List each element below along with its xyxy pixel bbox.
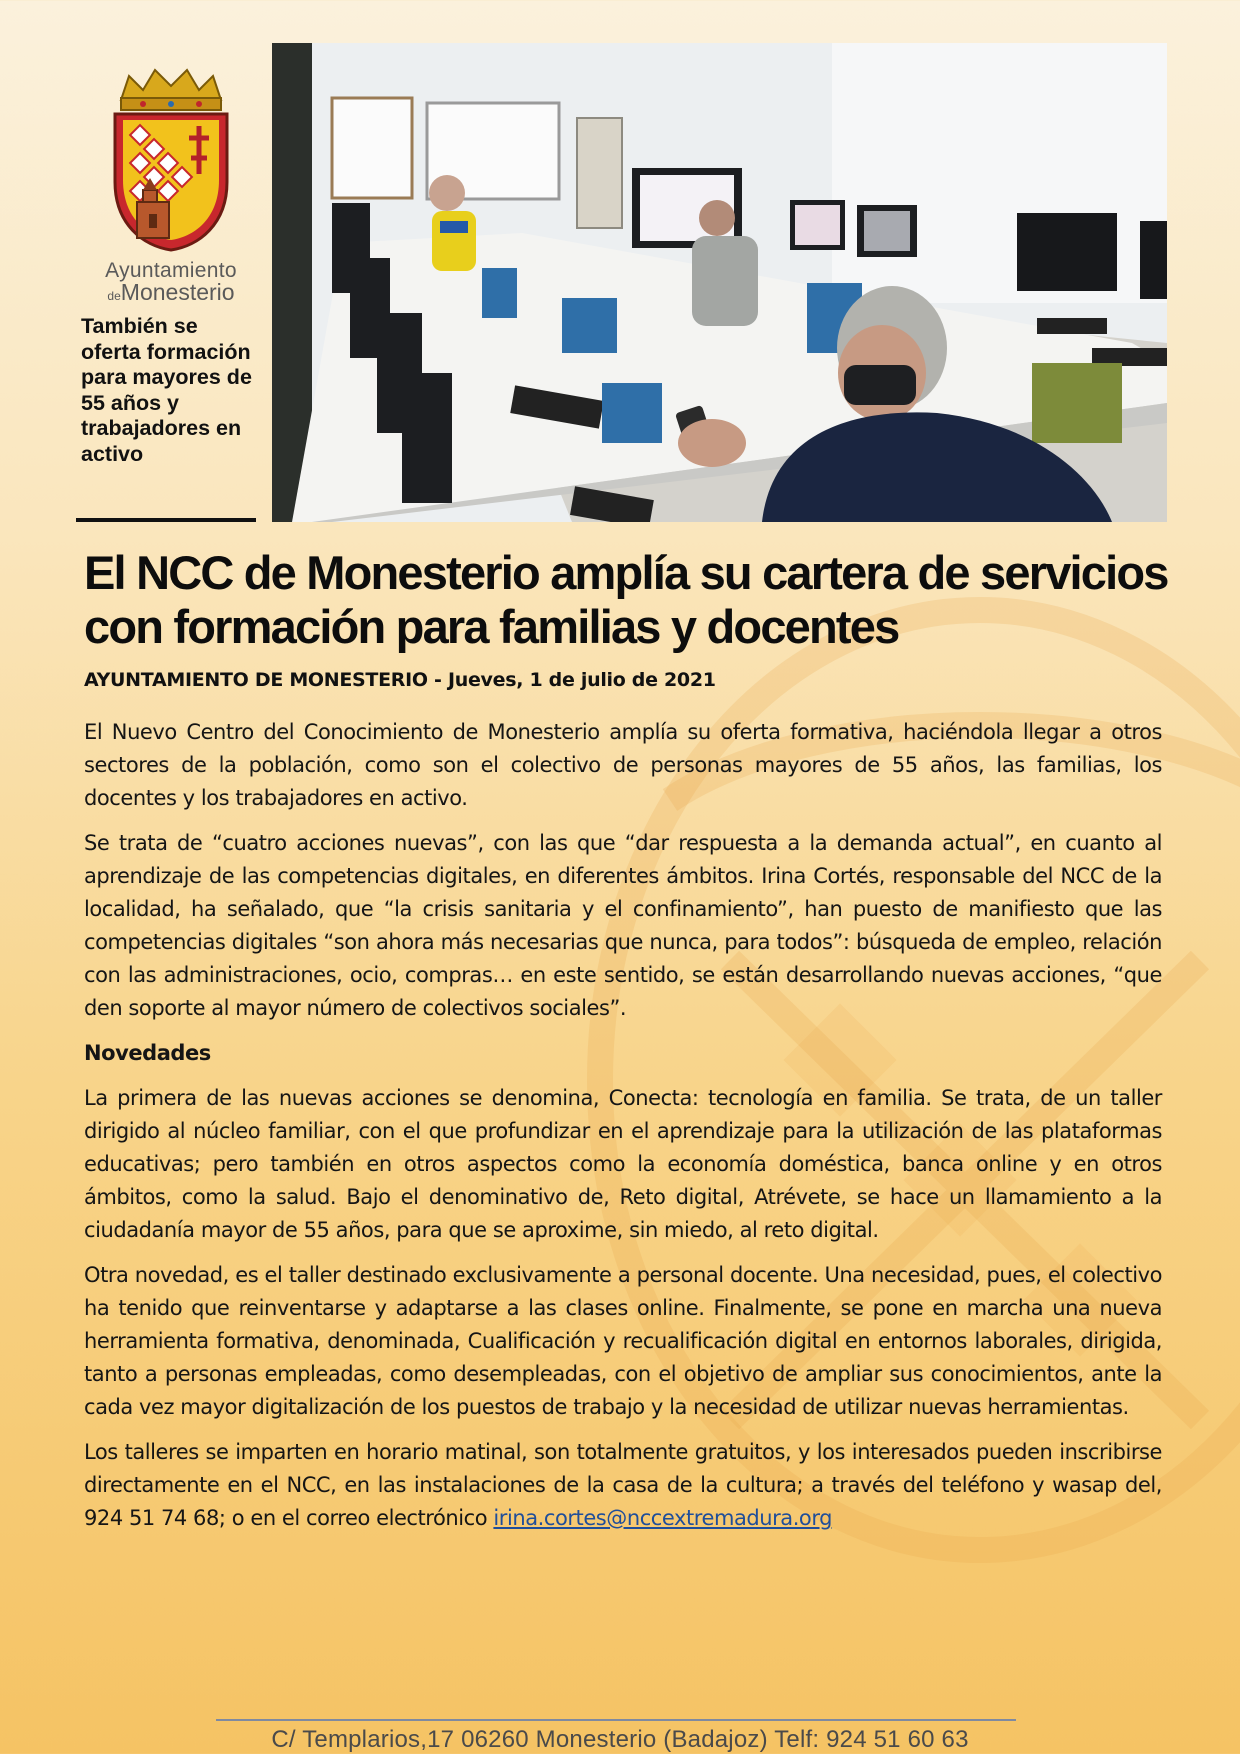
article-paragraph: Se trata de “cuatro acciones nuevas”, con las que “dar respuesta a la demanda actual”, en cuanto al aprendizaje de las competencias digitales, en diferentes ámbitos. Irina Cortés, responsable del NCC de la localidad, ha señalado, que “la crisis sanitaria y el confinamiento”, han puesto de manifiesto que las competencias digitales “son ahora más necesarias que nunca, para todos”: búsqueda de empleo, relación con las administraciones, ocio, compras… en este sentido, se están desarrollando nuevas acciones, “que den soporte al mayor número de colectivos sociales”. (84, 831, 1162, 1020)
classroom-photo (272, 43, 1167, 522)
article-paragraph-contact (84, 1436, 1162, 1535)
logo-line-monesterio: Monesterio (120, 279, 235, 305)
article-paragraph: La primera de las nuevas acciones se denomina, Conecta: tecnología en familia. Se trata, de un taller dirigido al núcleo familiar, con el que profundizar en el aprendizaje para la utilización de las plataformas educativas; pero también en otros aspectos como la economía doméstica, banca online y en otros ámbitos, como la salud. Bajo el denominativo de, Reto digital, Atrévete, se hace un llamamiento a la ciudadanía mayor de 55 años, para que se aproxime, sin miedo, al reto digital. (84, 1086, 1162, 1242)
coat-of-arms-icon (99, 62, 243, 254)
sidebar-divider (76, 518, 256, 522)
article-body (84, 716, 1162, 1547)
article-headline: El NCC de Monesterio amplía su cartera de servicios con formación para familias y docentes (84, 546, 1168, 653)
footer-address: C/ Templarios,17 06260 Monesterio (Badajoz) Telf: 924 51 60 63 (271, 1726, 969, 1753)
logo-line-ayuntamiento: Ayuntamiento (105, 259, 237, 282)
municipality-logo (96, 62, 246, 304)
article-paragraph: Otra novedad, es el taller destinado exclusivamente a personal docente. Una necesidad, pues, el colectivo ha tenido que reinventarse y adaptarse a las clases online. Finalmente, se pone en marcha una nueva herramienta formativa, denominada, Cualificación y recualificación digital en entornos laborales, dirigida, tanto a personas empleadas, como desempleadas, con el objetivo de ampliar sus conocimientos, ante la cada vez mayor digitalización de los puestos de trabajo y la necesidad de utilizar nuevas herramientas. (84, 1263, 1162, 1419)
footer-divider (216, 1719, 1016, 1721)
article-byline: AYUNTAMIENTO DE MONESTERIO - Jueves, 1 de julio de 2021 (84, 669, 716, 691)
contact-text: Los talleres se imparten en horario matinal, son totalmente gratuitos, y los interesados pueden inscribirse directamente en el NCC, en las instalaciones de la casa de la cultura; a través del teléfono y wasap del, 924 51 74 68; o en el correo electrónico (84, 1440, 1162, 1530)
section-subheading: Novedades (84, 1041, 211, 1065)
article-paragraph: El Nuevo Centro del Conocimiento de Monesterio amplía su oferta formativa, haciéndola llegar a otros sectores de la población, como son el colectivo de personas mayores de 55 años, las familias, los docentes y los trabajadores en activo. (84, 720, 1162, 810)
sidebar-caption: También se oferta formación para mayores de 55 años y trabajadores en activo (81, 314, 252, 466)
logo-line-de: de (107, 289, 121, 303)
email-link[interactable]: irina.cortes@nccextremadura.org (493, 1506, 833, 1530)
